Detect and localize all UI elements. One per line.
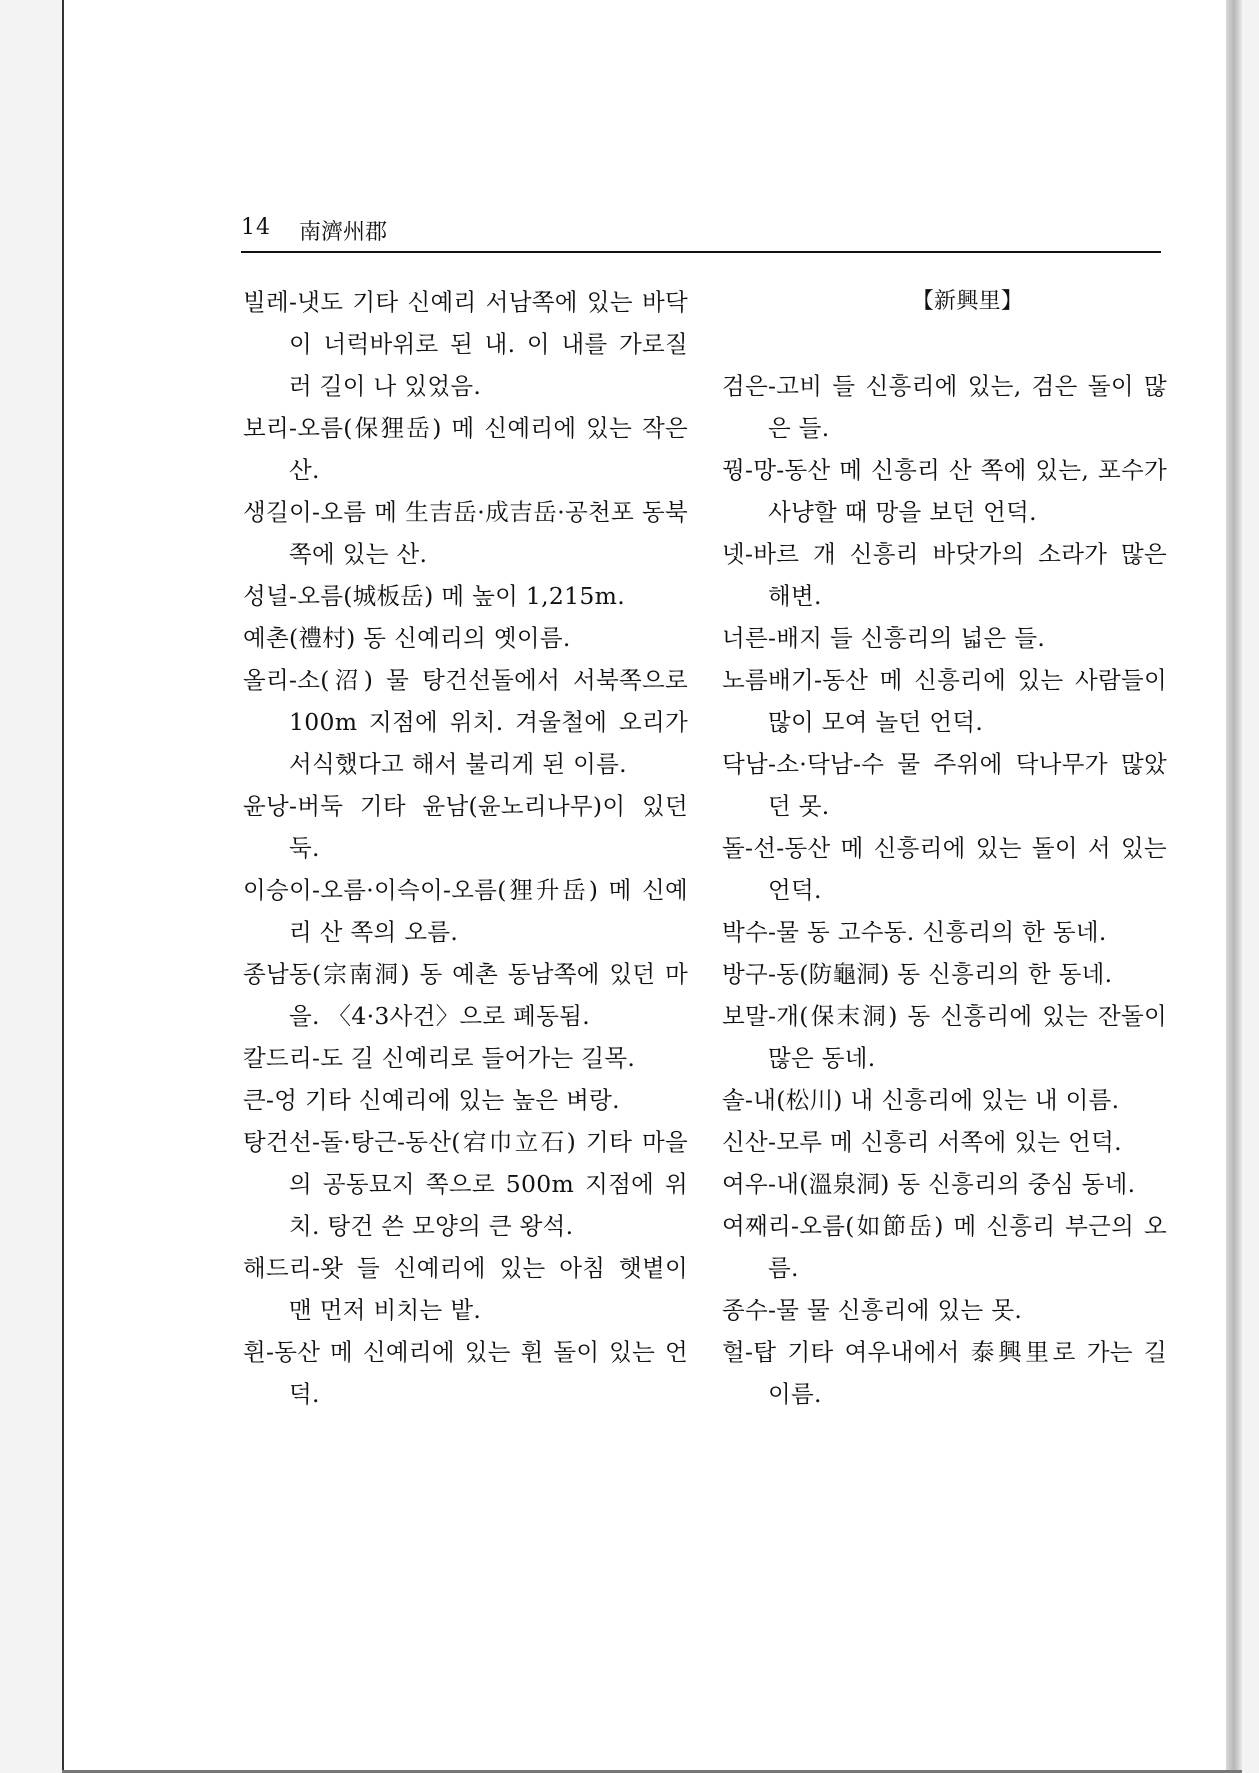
header-title: 南濟州郡 [299,220,388,245]
dictionary-entry: 탕건선-돌·탕근-동산(宕巾立石) 기타 마을의 공동묘지 쪽으로 500m 지점에 위치. 탕건 쓴 모양의 큰 왕석. [243,1128,688,1240]
page-edge-shadow [1226,0,1242,1773]
dictionary-entry: 신산-모루 메 신흥리 서쪽에 있는 언덕. [722,1128,1122,1156]
dictionary-entry: 넷-바르 개 신흥리 바닷가의 소라가 많은 해변. [722,540,1167,610]
dictionary-entry: 닥남-소·닥남-수 물 주위에 닥나무가 많았던 못. [722,750,1167,820]
dictionary-entry: 예촌(禮村) 동 신예리의 옛이름. [243,624,571,652]
dictionary-entry: 너른-배지 들 신흥리의 넓은 들. [722,624,1046,652]
dictionary-entry: 휜-동산 메 신예리에 있는 휜 돌이 있는 언덕. [243,1338,688,1408]
dictionary-entry: 여우-내(溫泉洞) 동 신흥리의 중심 동네. [722,1170,1136,1198]
dictionary-entry: 종수-물 물 신흥리에 있는 못. [722,1296,1023,1324]
dictionary-entry: 해드리-왓 들 신예리에 있는 아침 햇볕이 맨 먼저 비치는 밭. [243,1254,688,1324]
dictionary-entry: 칼드리-도 길 신예리로 들어가는 길목. [243,1044,636,1072]
running-header [241,211,1161,253]
dictionary-entry: 큰-엉 기타 신예리에 있는 높은 벼랑. [243,1086,620,1114]
dictionary-entry: 보리-오름(保狸岳) 메 신예리에 있는 작은 산. [243,414,688,484]
dictionary-entry: 꿩-망-동산 메 신흥리 산 쪽에 있는, 포수가 사냥할 때 망을 보던 언덕. [722,456,1167,526]
dictionary-entry: 검은-고비 들 신흥리에 있는, 검은 돌이 많은 들. [722,372,1167,442]
dictionary-entry: 노름배기-동산 메 신흥리에 있는 사람들이 많이 모여 놀던 언덕. [722,666,1167,736]
dictionary-entry: 종남동(宗南洞) 동 예촌 동남쪽에 있던 마을. 〈4·3사건〉으로 폐동됨. [243,960,688,1030]
left-column [243,281,688,1415]
dictionary-entry: 돌-선-동산 메 신흥리에 있는 돌이 서 있는 언덕. [722,834,1167,904]
dictionary-entry: 생길이-오름 메 生吉岳·成吉岳·공천포 동북쪽에 있는 산. [243,498,688,568]
page-number: 14 [241,215,271,240]
dictionary-entry: 이승이-오름·이슥이-오름(狸升岳) 메 신예리 산 쪽의 오름. [243,876,688,946]
dictionary-entry: 솔-내(松川) 내 신흥리에 있는 내 이름. [722,1086,1120,1114]
dictionary-entry: 박수-물 동 고수동. 신흥리의 한 동네. [722,918,1107,946]
dictionary-entry: 성널-오름(城板岳) 메 높이 1,215m. [243,582,626,610]
dictionary-entry: 윤낭-버둑 기타 윤남(윤노리나무)이 있던 둑. [243,792,688,862]
dictionary-entry: 보말-개(保末洞) 동 신흥리에 있는 잔돌이 많은 동네. [722,1002,1167,1072]
dictionary-entry: 방구-동(防龜洞) 동 신흥리의 한 동네. [722,960,1113,988]
section-title: 【新興里】 [911,289,1024,314]
dictionary-entry: 여째리-오름(如節岳) 메 신흥리 부근의 오름. [722,1212,1167,1282]
dictionary-entry: 헐-탑 기타 여우내에서 泰興里로 가는 길 이름. [722,1338,1167,1408]
right-column [722,281,1167,1415]
dictionary-entry: 빌레-냇도 기타 신예리 서남쪽에 있는 바닥이 너럭바위로 된 내. 이 내를 가로질러 길이 나 있었음. [243,288,688,400]
dictionary-entry: 올리-소(沼) 물 탕건선돌에서 서북쪽으로 100m 지점에 위치. 겨울철에 오리가 서식했다고 해서 불리게 된 이름. [243,666,688,778]
